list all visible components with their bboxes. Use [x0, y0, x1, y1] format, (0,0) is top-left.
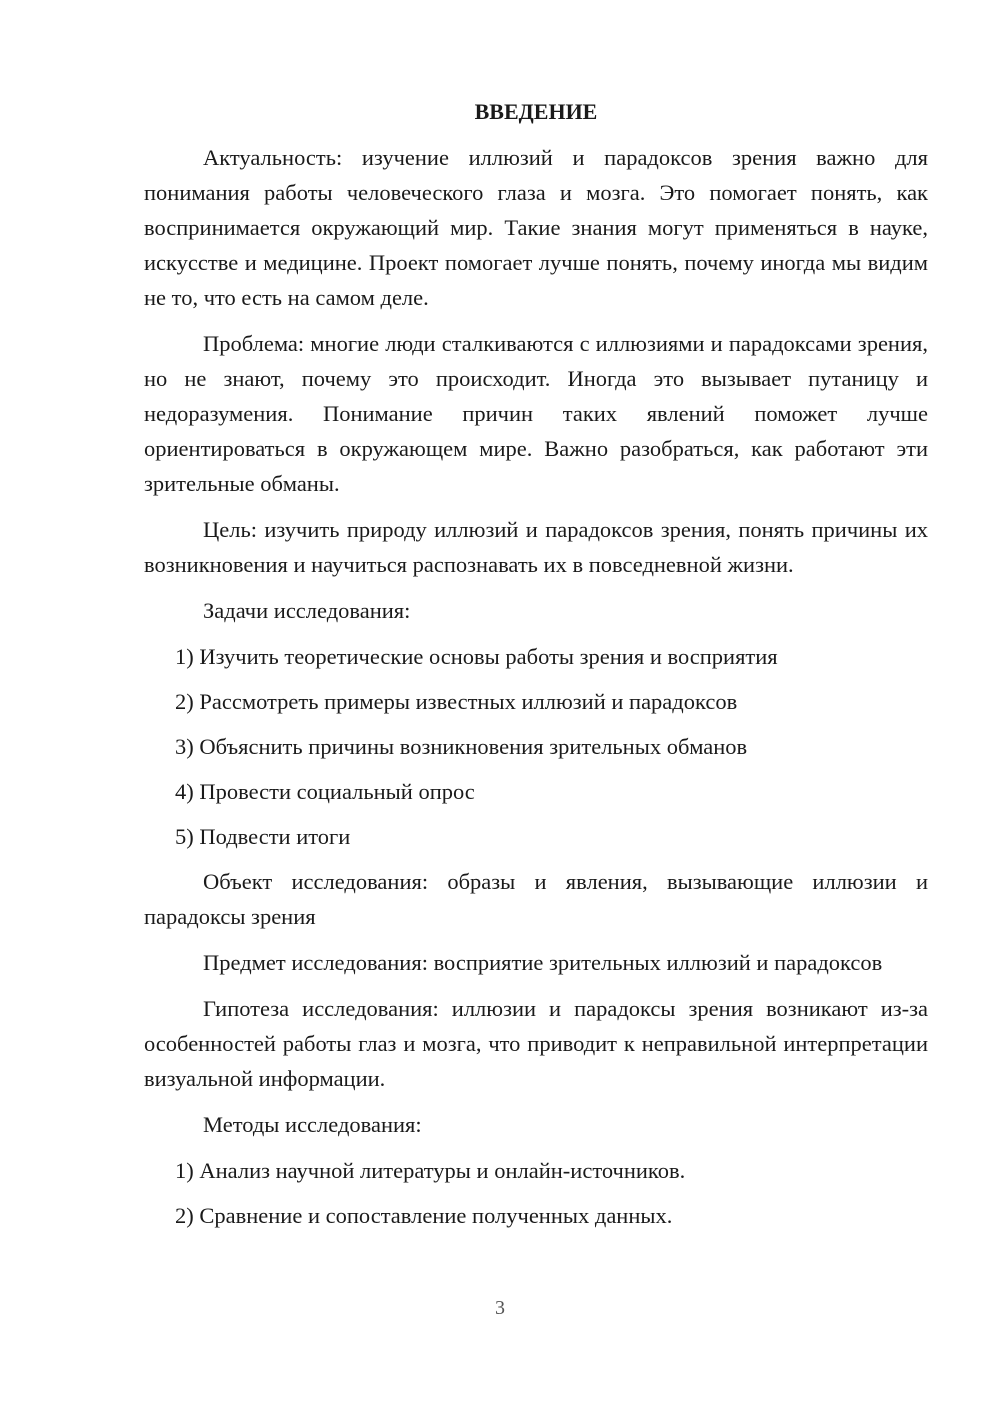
task-item: 3) Объяснить причины возникновения зрительных обманов: [175, 734, 748, 759]
task-item: 1) Изучить теоретические основы работы зрения и восприятия: [175, 644, 778, 669]
task-item: 4) Провести социальный опрос: [175, 779, 475, 804]
task-item: 2) Рассмотреть примеры известных иллюзий и парадоксов: [175, 689, 738, 714]
page-number: 3: [495, 1297, 505, 1319]
method-item: 1) Анализ научной литературы и онлайн-источников.: [175, 1158, 686, 1183]
section-title: ВВЕДЕНИЕ: [474, 99, 598, 124]
relevance-paragraph: Актуальность: изучение иллюзий и парадоксов зрения важно для понимания работы человеческого глаза и мозга. Это помогает понять, как воспринимается окружающий мир. Такие знания могут применяться в науке, искусстве и медицине. Проект помогает лучше понять, почему иногда мы видим не то, что есть на самом деле.: [144, 145, 928, 310]
tasks-label: Задачи исследования:: [203, 598, 411, 623]
task-item: 5) Подвести итоги: [175, 824, 351, 849]
goal-paragraph: Цель: изучить природу иллюзий и парадоксов зрения, понять причины их возникновения и научиться распознавать их в повседневной жизни.: [144, 517, 928, 577]
methods-label: Методы исследования:: [203, 1112, 422, 1137]
problem-paragraph: Проблема: многие люди сталкиваются с иллюзиями и парадоксами зрения, но не знают, почему это происходит. Иногда это вызывает путаницу и недоразумения. Понимание причин таких явлений поможет лучше ориентироваться в окружающем мире. Важно разобраться, как работают эти зрительные обманы.: [144, 331, 928, 496]
method-item: 2) Сравнение и сопоставление полученных данных.: [175, 1203, 673, 1228]
hypothesis-paragraph: Гипотеза исследования: иллюзии и парадоксы зрения возникают из-за особенностей работы глаз и мозга, что приводит к неправильной интерпретации визуальной информации.: [144, 996, 928, 1091]
document-page: [144, 94, 928, 1243]
object-paragraph: Объект исследования: образы и явления, вызывающие иллюзии и парадоксы зрения: [144, 869, 928, 929]
subject-paragraph: Предмет исследования: восприятие зрительных иллюзий и парадоксов: [203, 950, 883, 975]
